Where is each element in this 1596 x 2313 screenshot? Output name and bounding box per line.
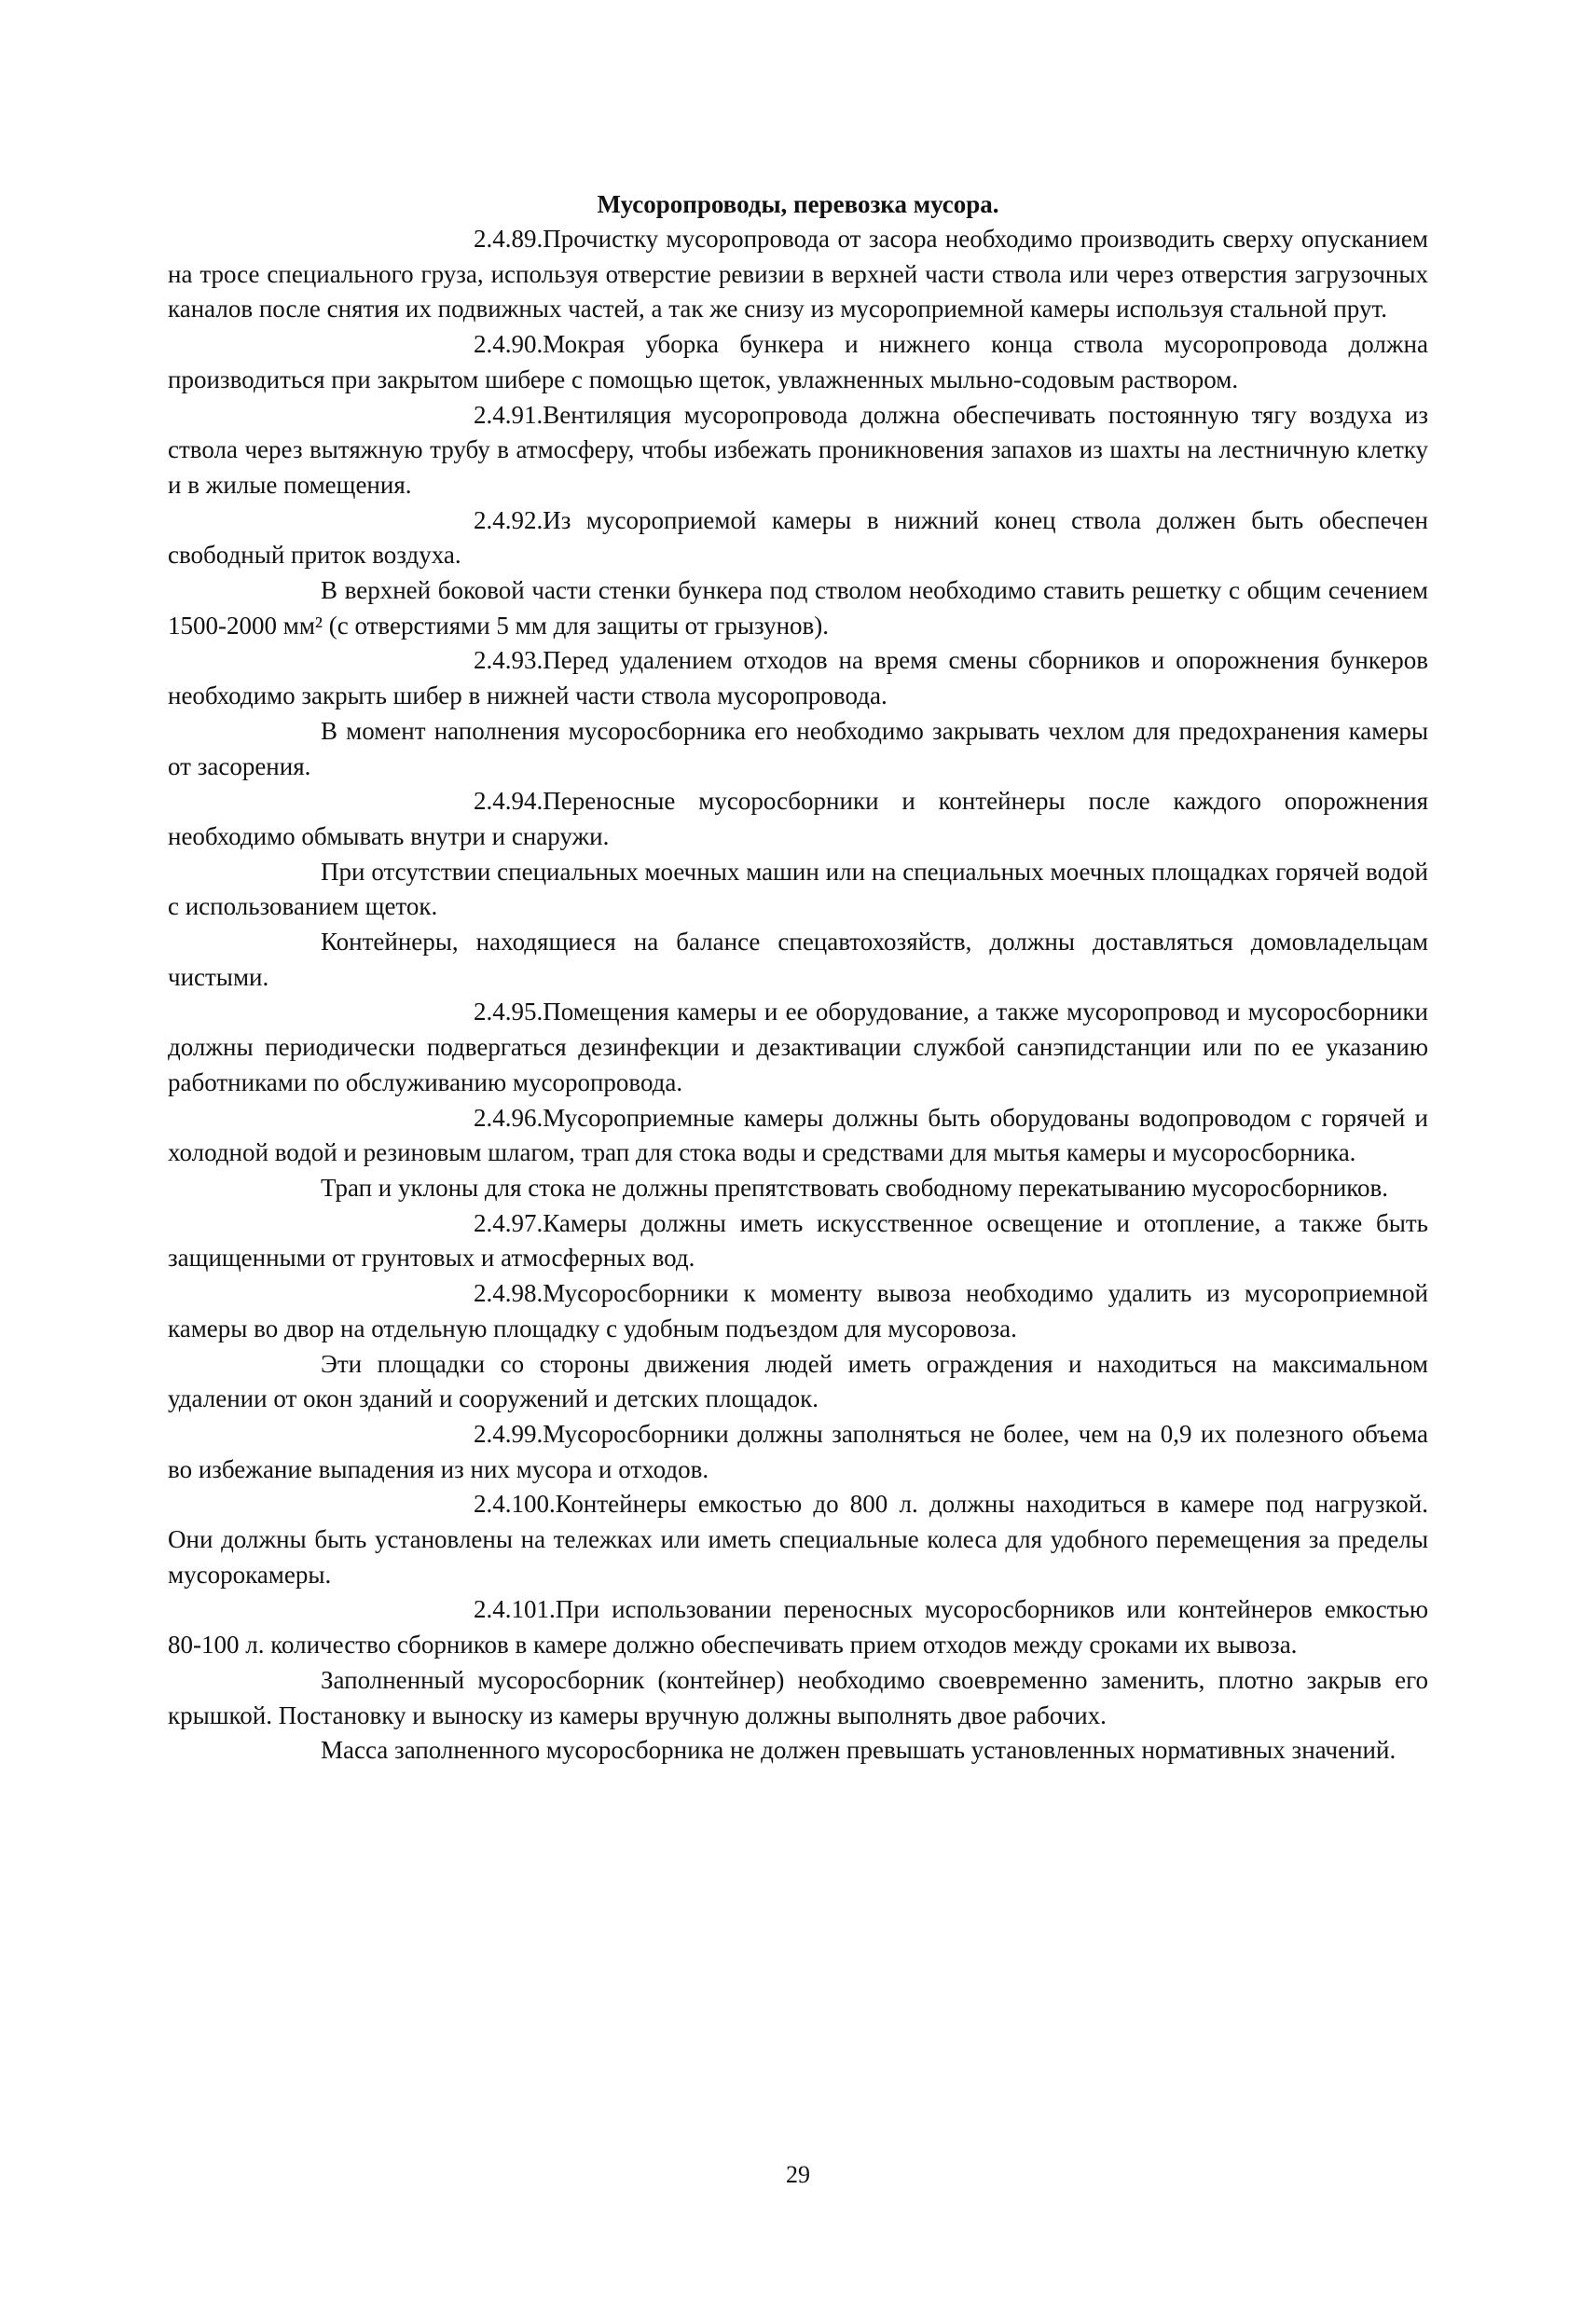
paragraph xyxy=(168,1592,1428,1662)
paragraph-text: Мусороприемные камеры должны быть оборудованы водопроводом с горячей и холодной водой и резиновым шлагом, трап для стока воды и средствами для мытья камеры и мусоросборника. xyxy=(168,1103,1428,1167)
paragraph-text: При отсутствии специальных моечных машин или на специальных моечных площадках горячей водой с использованием щеток. xyxy=(168,857,1428,921)
paragraph xyxy=(168,784,1428,854)
paragraph xyxy=(168,1101,1428,1171)
paragraph-text: Прочистку мусоропровода от засора необходимо производить сверху опусканием на тросе специального груза, используя отверстие ревизии в верхней части ствола или через отверстия загрузочных каналов после снятия их подвижных частей, а так же снизу из мусороприемной камеры используя стальной прут. xyxy=(168,225,1428,324)
paragraph-text: Контейнеры, находящиеся на балансе спецавтохозяйств, должны доставляться домовладельцам чистыми. xyxy=(168,928,1428,991)
section-title: Мусоропроводы, перевозка мусора. xyxy=(597,190,999,218)
paragraph-text: Контейнеры емкостью до 800 л. должны находиться в камере под нагрузкой. Они должны быть установлены на тележках или иметь специальные колеса для удобного перемещения за пределы мусорокамеры. xyxy=(168,1490,1428,1589)
paragraph-text: Из мусороприемой камеры в нижний конец ствола должен быть обеспечен свободный приток воздуха. xyxy=(168,505,1428,570)
paragraph xyxy=(168,1347,1428,1417)
clause-number: 2.4.91. xyxy=(474,400,543,429)
clause-number: 2.4.100. xyxy=(474,1490,556,1519)
paragraph xyxy=(168,1733,1428,1769)
paragraph xyxy=(168,327,1428,397)
paragraph-text: Перед удалением отходов на время смены сборников и опорожнения бункеров необходимо закрыть шибер в нижней части ствола мусоропровода. xyxy=(168,646,1428,710)
clause-number: 2.4.94. xyxy=(474,787,543,816)
paragraph-text: В момент наполнения мусоросборника его необходимо закрывать чехлом для предохранения камеры от засорения. xyxy=(168,716,1428,780)
clause-number: 2.4.93. xyxy=(474,646,543,675)
paragraph-text: В верхней боковой части стенки бункера под стволом необходимо ставить решетку с общим сечением 1500-2000 мм² (с отверстиями 5 мм для защиты от грызунов). xyxy=(168,576,1428,640)
clause-number: 2.4.89. xyxy=(474,225,543,253)
paragraph-text: Мокрая уборка бункера и нижнего конца ствола мусоропровода должна производиться при закрытом шибере с помощью щеток, увлажненных мыльно-содовым раствором. xyxy=(168,330,1428,393)
paragraph-text: Камеры должны иметь искусственное освещение и отопление, а также быть защищенными от грунтовых и атмосферных вод. xyxy=(168,1208,1428,1273)
paragraph xyxy=(168,503,1428,573)
paragraph xyxy=(168,1206,1428,1276)
clause-number: 2.4.97. xyxy=(474,1208,543,1237)
paragraph xyxy=(168,1663,1428,1733)
paragraph xyxy=(168,1171,1428,1206)
paragraph-text: Переносные мусоросборники и контейнеры после каждого опорожнения необходимо обмывать внутри и снаружи. xyxy=(168,787,1428,850)
paragraph xyxy=(168,855,1428,925)
body-text xyxy=(168,222,1428,1769)
clause-number: 2.4.99. xyxy=(474,1419,543,1448)
paragraph-text: Вентиляция мусоропровода должна обеспечивать постоянную тягу воздуха из ствола через вытяжную трубу в атмосферу, чтобы избежать проникновения запахов из шахты на лестничную клетку и в жилые помещения. xyxy=(168,400,1428,499)
clause-number: 2.4.96. xyxy=(474,1103,543,1132)
paragraph-text: Помещения камеры и ее оборудование, а также мусоропровод и мусоросборники должны периодически подвергаться дезинфекции и дезактивации службой санэпидстанции или по ее указанию работниками по обслуживанию мусоропровода. xyxy=(168,998,1428,1096)
paragraph xyxy=(168,1487,1428,1592)
paragraph xyxy=(168,1417,1428,1487)
clause-number: 2.4.92. xyxy=(474,505,543,534)
paragraph-text: Масса заполненного мусоросборника не должен превышать установленных нормативных значений. xyxy=(321,1736,1396,1765)
paragraph-text: Мусоросборники к моменту вывоза необходимо удалить из мусороприемной камеры во двор на отдельную площадку с удобным подъездом для мусоровоза. xyxy=(168,1279,1428,1342)
page-number: 29 xyxy=(786,2161,810,2188)
paragraph-text: При использовании переносных мусоросборников или контейнеров емкостью 80-100 л. количество сборников в камере должно обеспечивать прием отходов между сроками их вывоза. xyxy=(168,1595,1428,1659)
paragraph xyxy=(168,398,1428,503)
paragraph xyxy=(168,995,1428,1100)
clause-number: 2.4.95. xyxy=(474,998,543,1026)
paragraph-text: Эти площадки со стороны движения людей иметь ограждения и находиться на максимальном удалении от окон зданий и сооружений и детских площадок. xyxy=(168,1349,1428,1413)
paragraph-text: Трап и уклоны для стока не должны препятствовать свободному перекатыванию мусоросборников. xyxy=(321,1173,1389,1202)
paragraph xyxy=(168,222,1428,327)
clause-number: 2.4.98. xyxy=(474,1279,543,1308)
paragraph xyxy=(168,643,1428,713)
paragraph-text: Мусоросборники должны заполняться не более, чем на 0,9 их полезного объема во избежание выпадения из них мусора и отходов. xyxy=(168,1419,1428,1483)
paragraph xyxy=(168,573,1428,643)
clause-number: 2.4.101. xyxy=(474,1595,556,1624)
paragraph xyxy=(168,925,1428,995)
clause-number: 2.4.90. xyxy=(474,330,543,359)
paragraph xyxy=(168,1276,1428,1346)
paragraph xyxy=(168,714,1428,784)
paragraph-text: Заполненный мусоросборник (контейнер) необходимо своевременно заменить, плотно закрыв его крышкой. Постановку и выноску из камеры вручную должны выполнять двое рабочих. xyxy=(168,1665,1428,1729)
